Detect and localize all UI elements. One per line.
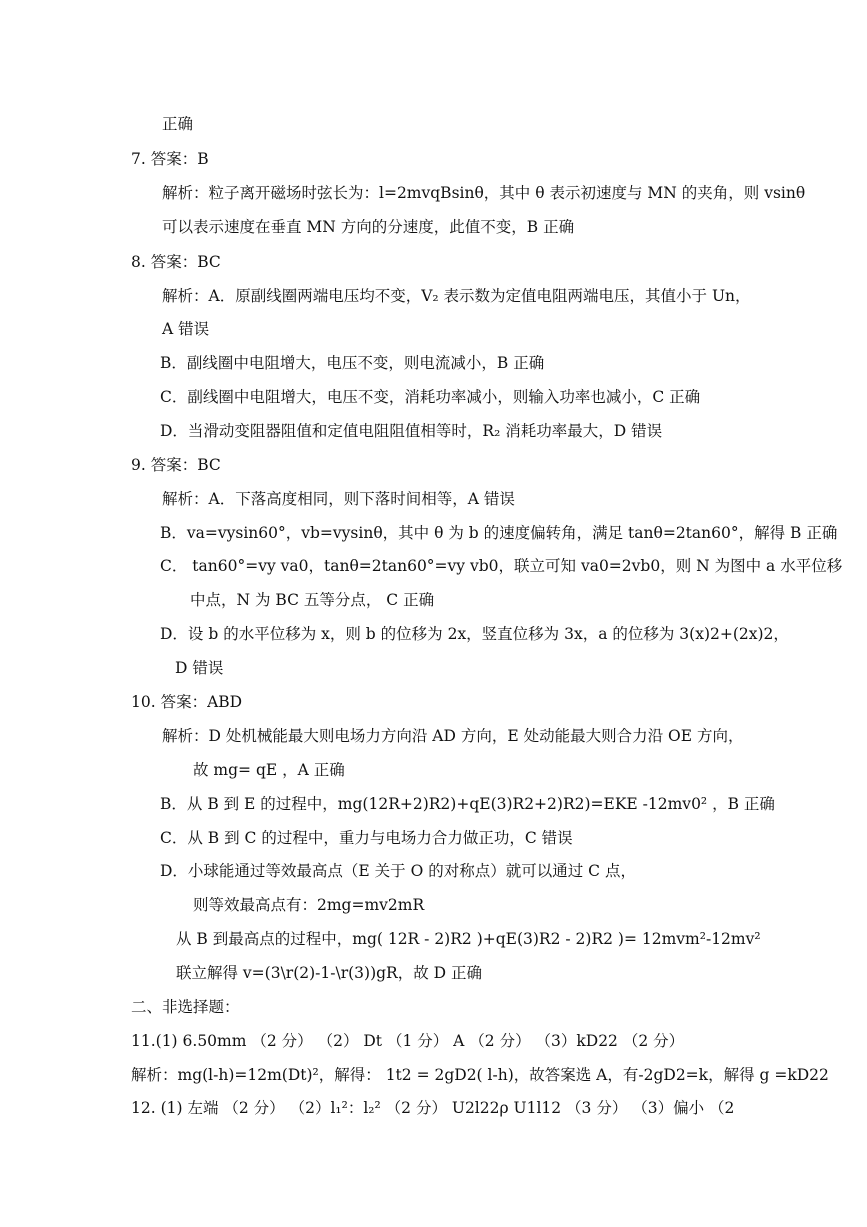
text-line: 解析：D 处机械能最大则电场力方向沿 AD 方向，E 处动能最大则合力沿 OE 方向， [162,727,744,745]
question-11-line: 11.(1) 6.50mm （2 分） （2） Dt （1 分） A （2 分） （3）kD22 （2 分） [131,1032,685,1050]
question-7-header: 7. 答案：B [131,150,209,168]
text-line: 则等效最高点有：2mg=mv2mR [193,896,425,914]
text-line: A 错误 [162,320,210,338]
section-heading: 二、非选择题： [131,998,240,1016]
text-line: 可以表示速度在垂直 MN 方向的分速度，此值不变，B 正确 [162,218,575,236]
question-9-header: 9. 答案：BC [131,456,221,474]
text-line: 故 mg= qE ，A 正确 [193,761,345,779]
text-line: 中点，N 为 BC 五等分点， C 正确 [190,591,435,609]
text-line: 联立解得 v=(3\r(2)-1-\r(3))gR，故 D 正确 [176,964,483,982]
text-line: D．当滑动变阻器阻值和定值电阻阻值相等时，R₂ 消耗功率最大，D 错误 [160,422,663,440]
question-10-header: 10. 答案：ABD [131,693,243,711]
text-line: C．从 B 到 C 的过程中，重力与电场力合力做正功，C 错误 [160,829,573,847]
text-line: D．小球能通过等效最高点（E 关于 O 的对称点）就可以通过 C 点， [160,862,636,880]
text-line: B．从 B 到 E 的过程中，mg(12R+2)R2)+qE(3)R2+2)R2)=EKE -12mv0² ，B 正确 [160,795,775,813]
text-line: D．设 b 的水平位移为 x，则 b 的位移为 2x，竖直位移为 3x，a 的位移为 3(x)2+(2x)2， [160,625,789,643]
text-line: C． tan60°=vy va0，tanθ=2tan60°=vy vb0，联立可知 va0=2vb0，则 N 为图中 a 水平位移 [160,557,843,575]
text-line: 解析：粒子离开磁场时弦长为：l=2mvqBsinθ，其中 θ 表示初速度与 MN 的夹角，则 vsinθ [162,184,806,202]
text-line: 解析：A．下落高度相同，则下落时间相等，A 错误 [162,490,515,508]
text-line: 解析：A．原副线圈两端电压均不变，V₂ 表示数为定值电阻两端电压，其值小于 Un， [162,287,751,305]
text-line: 从 B 到最高点的过程中，mg( 12R - 2)R2 )+qE(3)R2 - 2)R2 )= 12mvm²-12mv² [176,930,761,948]
text-line: D 错误 [175,659,224,677]
question-8-header: 8. 答案：BC [131,253,221,271]
question-12-line: 12. (1) 左端 （2 分） （2）l₁²：l₂² （2 分） U2l22ρ U1l12 （3 分） （3）偏小 （2 [131,1099,735,1117]
text-line: B．副线圈中电阻增大，电压不变，则电流减小，B 正确 [160,354,545,372]
text-line: 解析：mg(l-h)=12m(Dt)²，解得： 1t2 = 2gD2( l-h)，故答案选 A，有-2gD2=k，解得 g =kD22 [131,1066,829,1084]
text-line: B．va=vysin60°，vb=vysinθ，其中 θ 为 b 的速度偏转角，满足 tanθ=2tan60°，解得 B 正确 [160,524,838,542]
text-line: C．副线圈中电阻增大，电压不变，消耗功率减小，则输入功率也减小，C 正确 [160,388,701,406]
text-line: 正确 [162,115,194,133]
